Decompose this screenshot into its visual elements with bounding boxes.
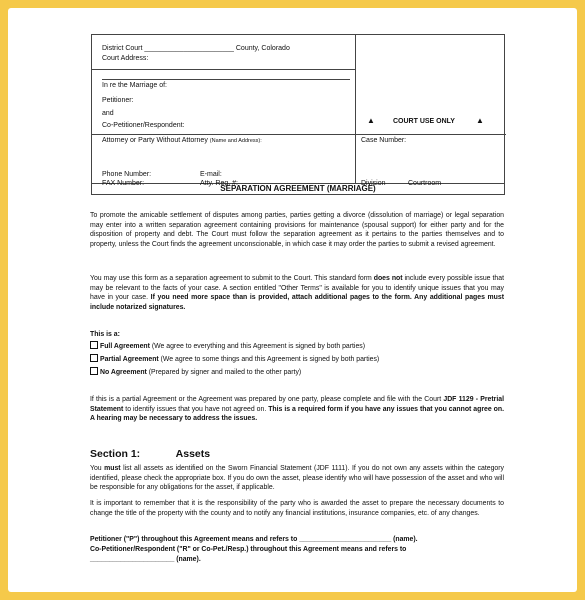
attorney-note: (Name and Address): [209,138,262,144]
partial-agreement-paragraph [90,395,504,424]
extra-pages-note: If you need more space than is provided, attach additional pages to the form. Any additional pages must include notarized signatures. [90,294,504,311]
partial-text: If this is a partial Agreement or the Agreement was prepared by one party, please complete and file with the Court [90,396,444,403]
co-petitioner-definition: Co-Petitioner/Respondent ("R" or Co-Pet./Resp.) throughout this Agreement means and refers to [90,546,407,553]
partial-text-2: to identify issues that you have not agreed on. [123,405,269,413]
co-petitioner-label: Co-Petitioner/Respondent: [102,122,185,129]
court-use-only-label: COURT USE ONLY [393,118,455,125]
section-title: Assets [175,448,211,460]
document-page [8,8,577,592]
district-court-label: District Court _______________________ County, Colorado [102,45,290,52]
court-address-label: Court Address: [102,55,149,62]
name-line [102,79,350,80]
assets-text: You [90,465,105,472]
option-desc: (We agree to some things and this Agreement is signed by both parties) [158,356,380,363]
assets-text-2: list all assets as identified on the Sworn Financial Statement (JDF 1111). If you do not own any assets within the category identified, please check the appropriate box. If you do own the asset, please identify who will have possession of the asset and who will be responsible for any obligations for the asset, if applicable. [90,465,504,492]
courtroom-label: Courtroom [408,180,442,187]
jdf-form-ref: JDF 1129 - Pretrial Statement [90,396,504,413]
division-label: Division [361,180,386,187]
caption-rule [92,69,355,70]
option-label: Full Agreement [100,343,150,350]
option-desc: (Prepared by signer and mailed to the other party) [146,369,302,376]
form-use-text-2: include every possible issue that may be relevant to the facts of your case. A section entitled "Other Terms" is available for you to identify unique issues that you may have in your case. [90,275,504,302]
option-full[interactable] [90,341,504,352]
attorney-label [102,136,262,146]
email-label: E-mail: [200,171,222,178]
responsibility-paragraph: It is important to remember that it is the responsibility of the party who is awarded the asset to prepare the necessary documents to change the title of the property with the county and to notify any financial institutions, insurance companies, etc. of any changes. [90,500,504,517]
up-arrow-icon: ▲ [476,116,484,125]
caption-divider [355,35,356,183]
attorney-text: Attorney or Party Without Attorney [102,137,208,144]
option-label: Partial Agreement [100,356,159,363]
document-title: SEPARATION AGREEMENT (MARRIAGE) [91,184,505,195]
option-partial[interactable] [90,354,504,365]
phone-label: Phone Number: [102,171,152,178]
and-label: and [102,110,114,117]
must-text: must [104,465,121,472]
up-arrow-icon: ▲ [367,116,375,125]
checkbox[interactable] [90,341,98,349]
marriage-of-label: In re the Marriage of: [102,82,167,89]
this-is-label: This is a: [90,331,120,338]
checkbox[interactable] [90,354,98,362]
co-petitioner-name-line: ______________________ (name). [90,556,201,563]
petitioner-definition: Petitioner ("P") throughout this Agreement means and refers to ________________________ (name). [90,536,418,543]
section-number: Section 1: [90,448,141,460]
required-form-note: This is a required form if you have any issues that you cannot agree on. A hearing may be necessary to address the issues. [90,405,504,423]
option-none[interactable] [90,367,504,378]
court-caption-box [91,34,505,187]
does-not-text: does not [373,275,403,282]
intro-paragraph: To promote the amicable settlement of disputes among parties, parties getting a divorce (dissolution of marriage) or legal separation may enter into a written separation agreement containing provisions for maintenance (spousal support) for either party and for the disposition of property and debt. The Court must follow the separation agreement as it pertains to the parties themselves and to property, unless the Court finds the agreement unconscionable, in which case it may order the parties to submit a revised agreement. [90,212,504,248]
atty-reg-label: Atty. Reg. #: [200,180,238,187]
section-heading [90,448,210,460]
case-number-label: Case Number: [361,137,407,144]
checkbox[interactable] [90,367,98,375]
petitioner-label: Petitioner: [102,97,134,104]
assets-paragraph [90,464,504,493]
fax-label: FAX Number: [102,180,145,187]
form-use-text: You may use this form as a separation agreement to submit to the Court. This standard form [90,275,374,282]
option-desc: (We agree to everything and this Agreement is signed by both parties) [149,343,366,350]
form-use-paragraph [90,274,504,312]
option-label: No Agreement [100,369,147,376]
caption-rule [92,134,506,135]
